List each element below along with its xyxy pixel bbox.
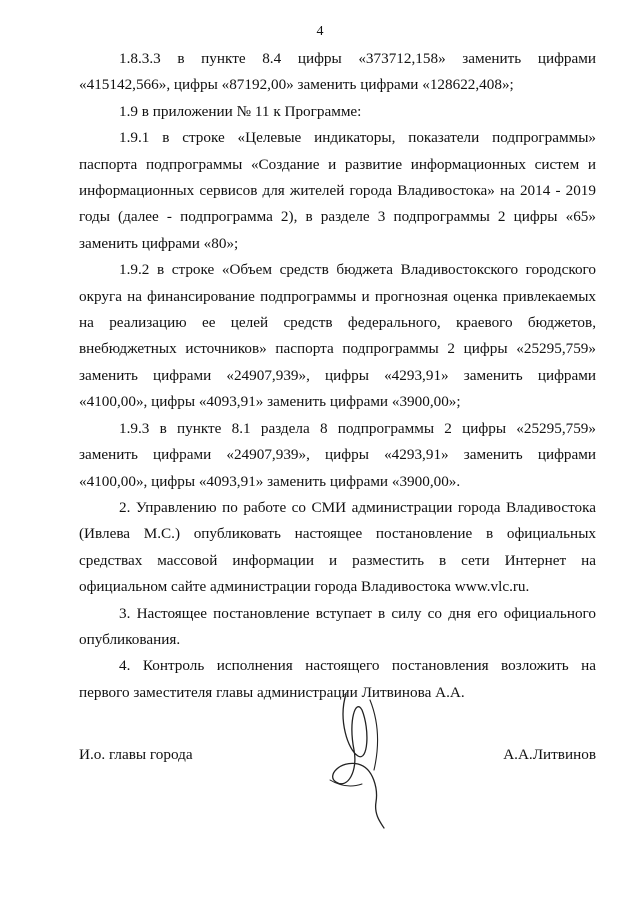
paragraph-1-9-2: 1.9.2 в строке «Объем средств бюджета Владивостокского городского округа на финансирование подпрограммы и прогнозная оценка привлекаемых на реализацию ее целей средств федерального, краевого бюджетов, внебюджетных источников» паспорта подпрограммы 2 цифры «25295,759» заменить цифрами «24907,939», цифры «4293,91» заменить цифрами «4100,00», цифры «4093,91» заменить цифрами «3900,00»; [79, 261, 596, 411]
paragraph-4: 4. Контроль исполнения настоящего постановления возложить на первого заместителя главы администрации Литвинова А.А. [79, 657, 596, 701]
paragraph-2: 2. Управлению по работе со СМИ администрации города Владивостока (Ивлева М.С.) опубликовать настоящее постановление в официальных средствах массовой информации и разместить в сети Интернет на официальном сайте администрации города Владивостока www.vlc.ru. [79, 498, 596, 596]
page-number: 4 [316, 24, 324, 39]
paragraph-1-8-3-3: 1.8.3.3 в пункте 8.4 цифры «373712,158» заменить цифрами «415142,566», цифры «87192,00» заменить цифрами «128622,408»; [79, 50, 596, 94]
signatory-name: А.А.Литвинов [503, 746, 596, 763]
document-body [79, 46, 596, 706]
signatory-title: И.о. главы города [79, 746, 193, 763]
paragraph-1-9-1: 1.9.1 в строке «Целевые индикаторы, показатели подпрограммы» паспорта подпрограммы «Создание и развитие информационных систем и информационных сервисов для жителей города Владивостока» на 2014 - 2019 годы (далее - подпрограмма 2), в разделе 3 подпрограммы 2 цифры «65» заменить цифрами «80»; [79, 129, 596, 252]
paragraph-1-9-3: 1.9.3 в пункте 8.1 раздела 8 подпрограммы 2 цифры «25295,759» заменить цифрами «24907,939», цифры «4293,91» заменить цифрами «4100,00», цифры «4093,91» заменить цифрами «3900,00». [79, 419, 596, 490]
signature-block [79, 746, 596, 772]
paragraph-1-9: 1.9 в приложении № 11 к Программе: [119, 102, 362, 120]
paragraph-3: 3. Настоящее постановление вступает в силу со дня его официального опубликования. [79, 604, 596, 648]
